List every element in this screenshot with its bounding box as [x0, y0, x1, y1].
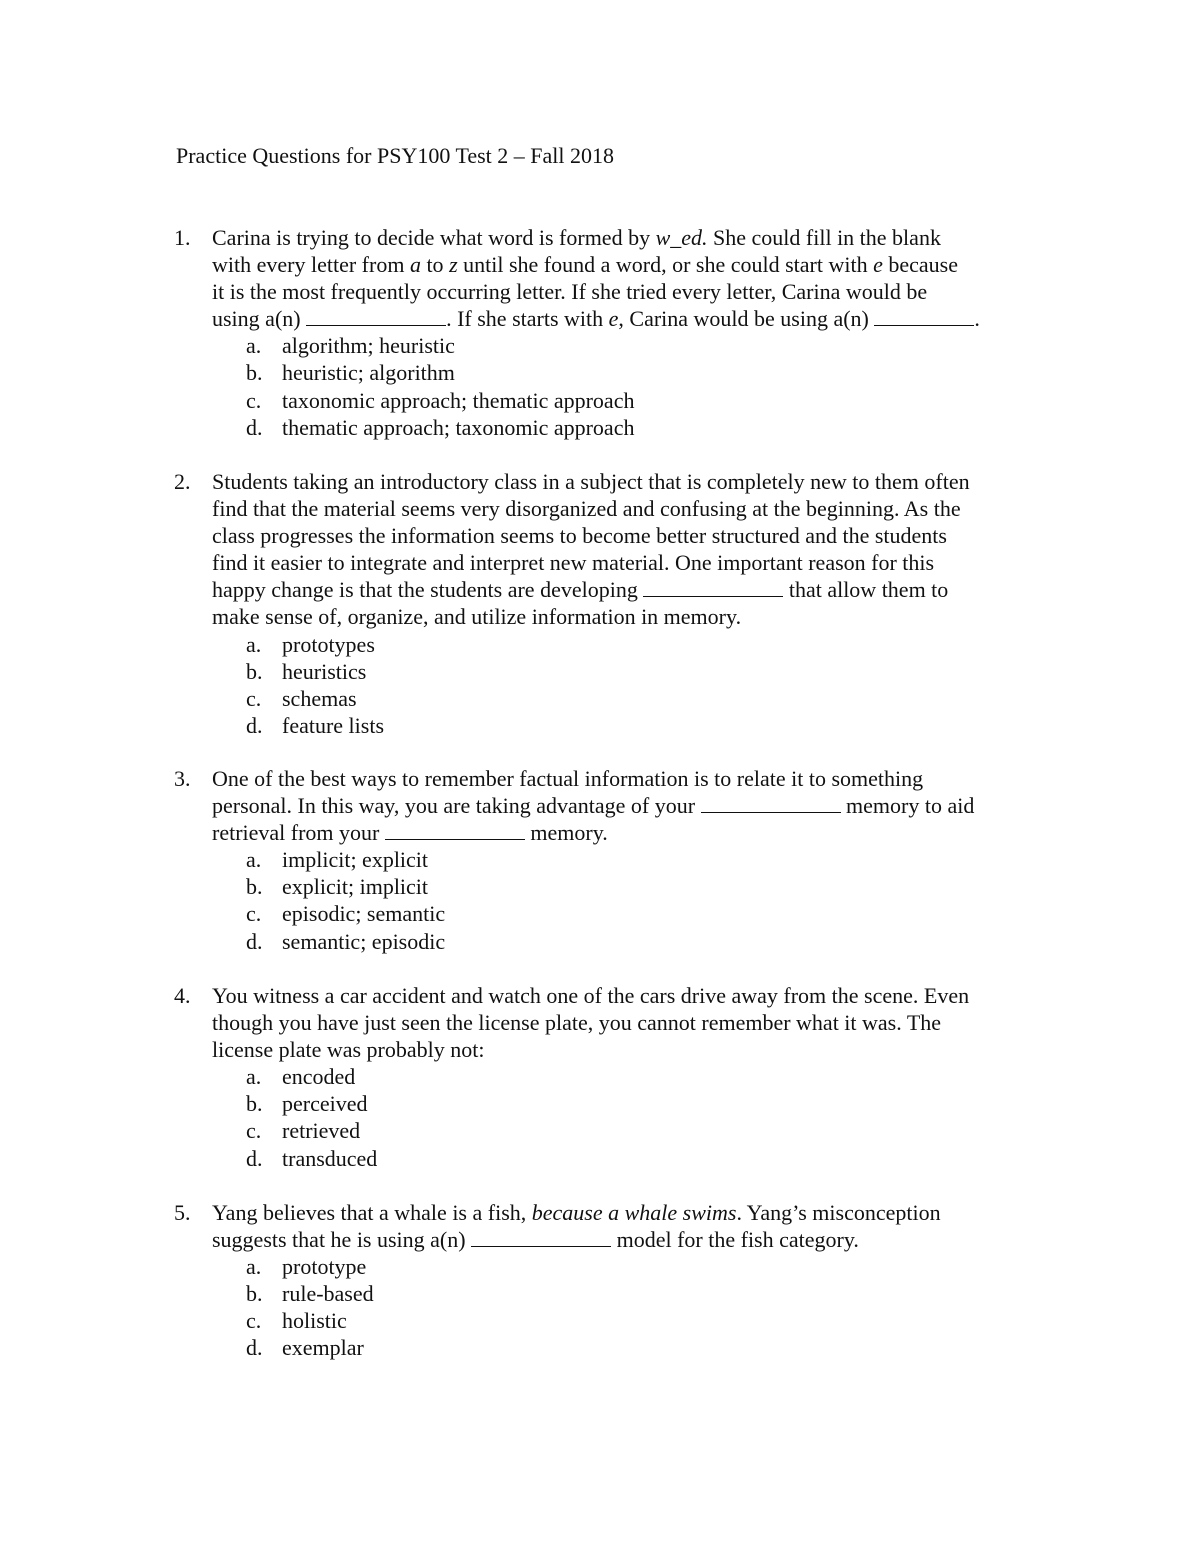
question-number: 1.	[174, 225, 191, 250]
option-c: c. taxonomic approach; thematic approach	[246, 387, 635, 413]
option-d: d. thematic approach; taxonomic approach	[246, 414, 635, 440]
answer-blank	[643, 579, 783, 597]
answer-blank	[701, 795, 841, 813]
question-number: 4.	[174, 983, 191, 1008]
option-b: b. heuristics	[246, 658, 367, 684]
answer-blank	[306, 308, 446, 326]
question-number: 3.	[174, 766, 191, 791]
option-c: c. holistic	[246, 1308, 347, 1334]
question-stem: You witness a car accident and watch one of the cars drive away from the scene. Even though you have just seen the license plate, you cannot remember what it was. The license plate was probably not:	[212, 983, 970, 1063]
option-b: b. heuristic; algorithm	[246, 360, 455, 386]
page-title: Practice Questions for PSY100 Test 2 – Fall 2018	[176, 143, 615, 168]
question-2	[174, 468, 1034, 739]
option-a: a. implicit; explicit	[246, 847, 429, 873]
option-a: a. prototypes	[246, 631, 375, 657]
answer-options	[246, 332, 1034, 440]
question-3	[174, 765, 1034, 955]
option-b: b. perceived	[246, 1091, 368, 1117]
answer-options	[246, 631, 1034, 739]
question-number: 5.	[174, 1200, 191, 1225]
option-a: a. algorithm; heuristic	[246, 333, 455, 359]
question-number: 2.	[174, 469, 191, 494]
question-stem: Students taking an introductory class in a subject that is completely new to them often find that the material seems very disorganized and confusing at the beginning. As the class progresses the information seems to become better structured and the students find it easier to integrate and interpret new material. One important reason for this happy change is that the students are developing that allow them to make sense of, organize, and utilize information in memory.	[212, 469, 970, 630]
option-c: c. episodic; semantic	[246, 901, 446, 927]
option-d: d. exemplar	[246, 1335, 364, 1361]
question-4	[174, 982, 1034, 1172]
option-b: b. rule-based	[246, 1281, 374, 1307]
option-a: a. prototype	[246, 1254, 367, 1280]
question-stem: One of the best ways to remember factual information is to relate it to something personal. In this way, you are taking advantage of your memory to aid retrieval from your memory.	[212, 766, 975, 846]
option-b: b. explicit; implicit	[246, 874, 429, 900]
option-d: d. feature lists	[246, 712, 385, 738]
answer-options	[246, 846, 1034, 954]
answer-blank	[471, 1229, 611, 1247]
answer-options	[246, 1063, 1034, 1171]
question-stem: Carina is trying to decide what word is formed by w_ed. She could fill in the blank with every letter from a to z until she found a word, or she could start with e because it is the most frequently occurring letter. If she tried every letter, Carina would be using a(n) . If she starts with e, Carina would be using a(n) .	[212, 225, 980, 332]
question-5	[174, 1199, 1034, 1362]
question-stem: Yang believes that a whale is a fish, because a whale swims. Yang’s misconception suggests that he is using a(n) model for the fish category.	[212, 1200, 941, 1253]
answer-blank	[385, 822, 525, 840]
question-1	[174, 224, 1034, 441]
option-d: d. transduced	[246, 1145, 378, 1171]
option-c: c. schemas	[246, 685, 357, 711]
option-c: c. retrieved	[246, 1118, 361, 1144]
option-d: d. semantic; episodic	[246, 928, 446, 954]
answer-options	[246, 1253, 1034, 1361]
option-a: a. encoded	[246, 1064, 356, 1090]
answer-blank	[874, 308, 974, 326]
